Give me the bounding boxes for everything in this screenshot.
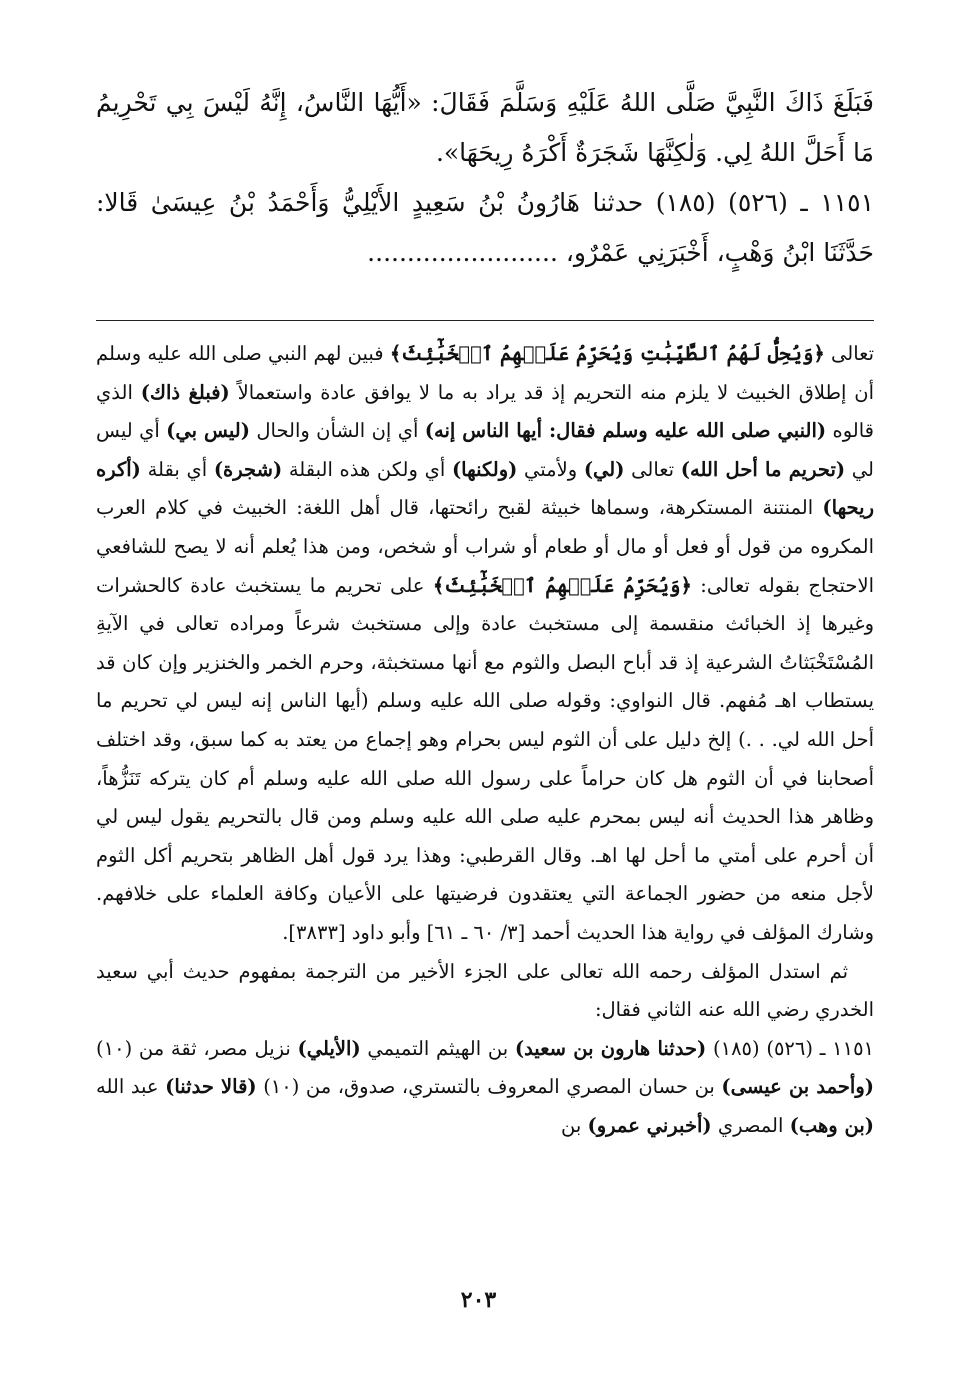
commentary-paragraph-3 xyxy=(96,1030,874,1146)
quran-verse: ﴿وَيُحَرِّمُ عَلَيۡهِمُ ٱلۡخَبَٰٓئِثَ﴾ xyxy=(432,573,692,597)
commentary-text: فبين لهم النبي صلى الله عليه وسلم أن إطلاق الخبيث لا يلزم منه التحريم إذ قد يراد به ما لا يوافق عادة واستعمالاً xyxy=(96,342,874,404)
commentary-text: أي بقلة xyxy=(147,457,208,481)
commentary-text: ولأمتي xyxy=(524,457,578,481)
commentary-text: بن الهيثم التميمي xyxy=(367,1036,509,1060)
hadith-paragraph-1: فَبَلَغَ ذَاكَ النَّبِيَّ صَلَّى اللهُ عَلَيْهِ وَسَلَّمَ فَقَالَ: «أَيُّهَا النَّاسُ، إِنَّهُ لَيْسَ بِي تَحْرِيمُ مَا أَحَلَّ اللهُ لِي. وَلٰكِنَّهَا شَجَرَةٌ أَكْرَهُ رِيحَهَا». xyxy=(96,88,874,167)
commentary-text: بن xyxy=(561,1113,582,1137)
commentary-text: تعالى xyxy=(631,457,675,481)
narrator-name: (أخبرني عمرو) xyxy=(587,1113,712,1137)
quoted-hadith-phrase: (شجرة) xyxy=(213,457,283,481)
narrator-name: (قالا حدثنا) xyxy=(165,1075,257,1099)
commentary-text: المنتنة المستكرهة، وسماها خبيثة لقبح رائحتها، قال أهل اللغة: الخبيث في كلام العرب المكروه من قول أو فعل أو مال أو طعام أو شراب أو شخص، ومن هذا يُعلم أنه لا يصح للشافعي الاحتجاج بقوله تعالى: xyxy=(96,496,875,597)
commentary-text: أي ليس لي xyxy=(96,419,874,481)
quoted-hadith-phrase: (تحريم ما أحل الله) xyxy=(680,457,846,481)
hadith-isnad-text: ١١٥١ ـ (٥٢٦) (١٨٥) حدثنا هَارُونُ بْنُ سَعِيدٍ الأَيْلِيُّ وَأَحْمَدُ بْنُ عِيسَىٰ قَالا: حَدَّثَنَا ابْنُ وَهْبٍ، أَخْبَرَنِي عَمْرٌو، xyxy=(96,188,874,267)
quoted-hadith-phrase: (فبلغ ذاك) xyxy=(140,380,230,404)
hadith-text-block xyxy=(96,78,874,278)
footnote-divider xyxy=(96,320,874,321)
commentary-text: أي ولكن هذه البقلة xyxy=(288,457,446,481)
narrator-name: (وأحمد بن عيسى) xyxy=(721,1075,874,1099)
quoted-hadith-phrase: (لي) xyxy=(583,457,625,481)
commentary-paragraph-2: ثم استدل المؤلف رحمه الله تعالى على الجزء الأخير من الترجمة بمفهوم حديث أبي سعيد الخدري رضي الله عنه الثاني فقال: xyxy=(96,959,874,1022)
commentary-block xyxy=(96,335,874,1145)
commentary-text: على تحريم ما يستخبث عادة كالحشرات وغيرها إذ الخبائث منقسمة إلى مستخبث عادة وإلى مستخبث شرعاً ومراده تعالى في الآيةِ المُسْتَخْبَثاتُ الشرعية إذ قد أباح البصل والثوم مع أنها مستخبثة، وحرم الخمر والخنزير وإن كان قد يستطاب اهـ مُفهم. قال النواوي: وقوله صلى الله عليه وسلم (أيها الناس إنه ليس لي تحريم ما أحل الله لي. . .) إلخ دليل على أن الثوم ليس بحرام وهو إجماع من يعتد به كما سبق، وقد اختلف أصحابنا في أن الثوم هل كان حراماً على رسول الله صلى الله عليه وسلم أم كان يتركه تَنَزُّهاً، وظاهر هذا الحديث أنه ليس بمحرم عليه صلى الله عليه وسلم ومن قال بالتحريم يقول ليس لي أن أحرم على أمتي ما أحل لها اهـ. وقال القرطبي: وهذا يرد قول أهل الظاهر بتحريم أكل الثوم لأجل منعه من حضور الجماعة التي يعتقدون فرضيتها على الأعيان وكافة العلماء على خلافهم. وشارك المؤلف في رواية هذا الحديث أحمد [٣/ ٦٠ ـ ٦١] وأبو داود [٣٨٣٣]. xyxy=(96,573,874,944)
quran-verse: ﴿وَيُحِلُّ لَهُمُ ٱلطَّيِّبَٰتِ وَيُحَرِّمُ عَلَيۡهِمُ ٱلۡخَبَٰٓئِثَ﴾ xyxy=(389,342,825,365)
quoted-hadith-phrase: (ليس بي) xyxy=(166,419,250,443)
commentary-text: الذي قالوه xyxy=(96,380,874,443)
commentary-text: عبد الله xyxy=(96,1075,159,1099)
quoted-hadith-phrase: (ولكنها) xyxy=(451,457,518,481)
narrator-name: (حدثنا هارون بن سعيد) xyxy=(514,1036,707,1060)
commentary-paragraph-1 xyxy=(96,335,874,953)
hadith-paragraph-2 xyxy=(96,178,874,278)
commentary-text: المصري xyxy=(717,1113,784,1137)
commentary-text: تعالى xyxy=(831,342,875,365)
commentary-text: بن حسان المصري المعروف بالتستري، صدوق، من (١٠) xyxy=(263,1075,715,1099)
narrator-name: (بن وهب) xyxy=(789,1113,874,1137)
quoted-hadith-phrase: (النبي صلى الله عليه وسلم فقال: أيها الناس إنه) xyxy=(424,419,827,443)
hadith-number: ١١٥١ ـ (٥٢٦) (١٨٥) xyxy=(712,1036,875,1060)
page-number: ٢٠٣ xyxy=(460,1287,497,1313)
page-body xyxy=(96,78,874,1145)
commentary-text: أي إن الشأن والحال xyxy=(256,419,419,443)
narrator-name: (الأيلي) xyxy=(297,1036,361,1060)
quoted-hadith-phrase: (أكره ريحها) xyxy=(96,457,874,520)
commentary-text: نزيل مصر، ثقة من (١٠) xyxy=(96,1036,291,1060)
continuation-dots: ........................ xyxy=(367,238,558,267)
